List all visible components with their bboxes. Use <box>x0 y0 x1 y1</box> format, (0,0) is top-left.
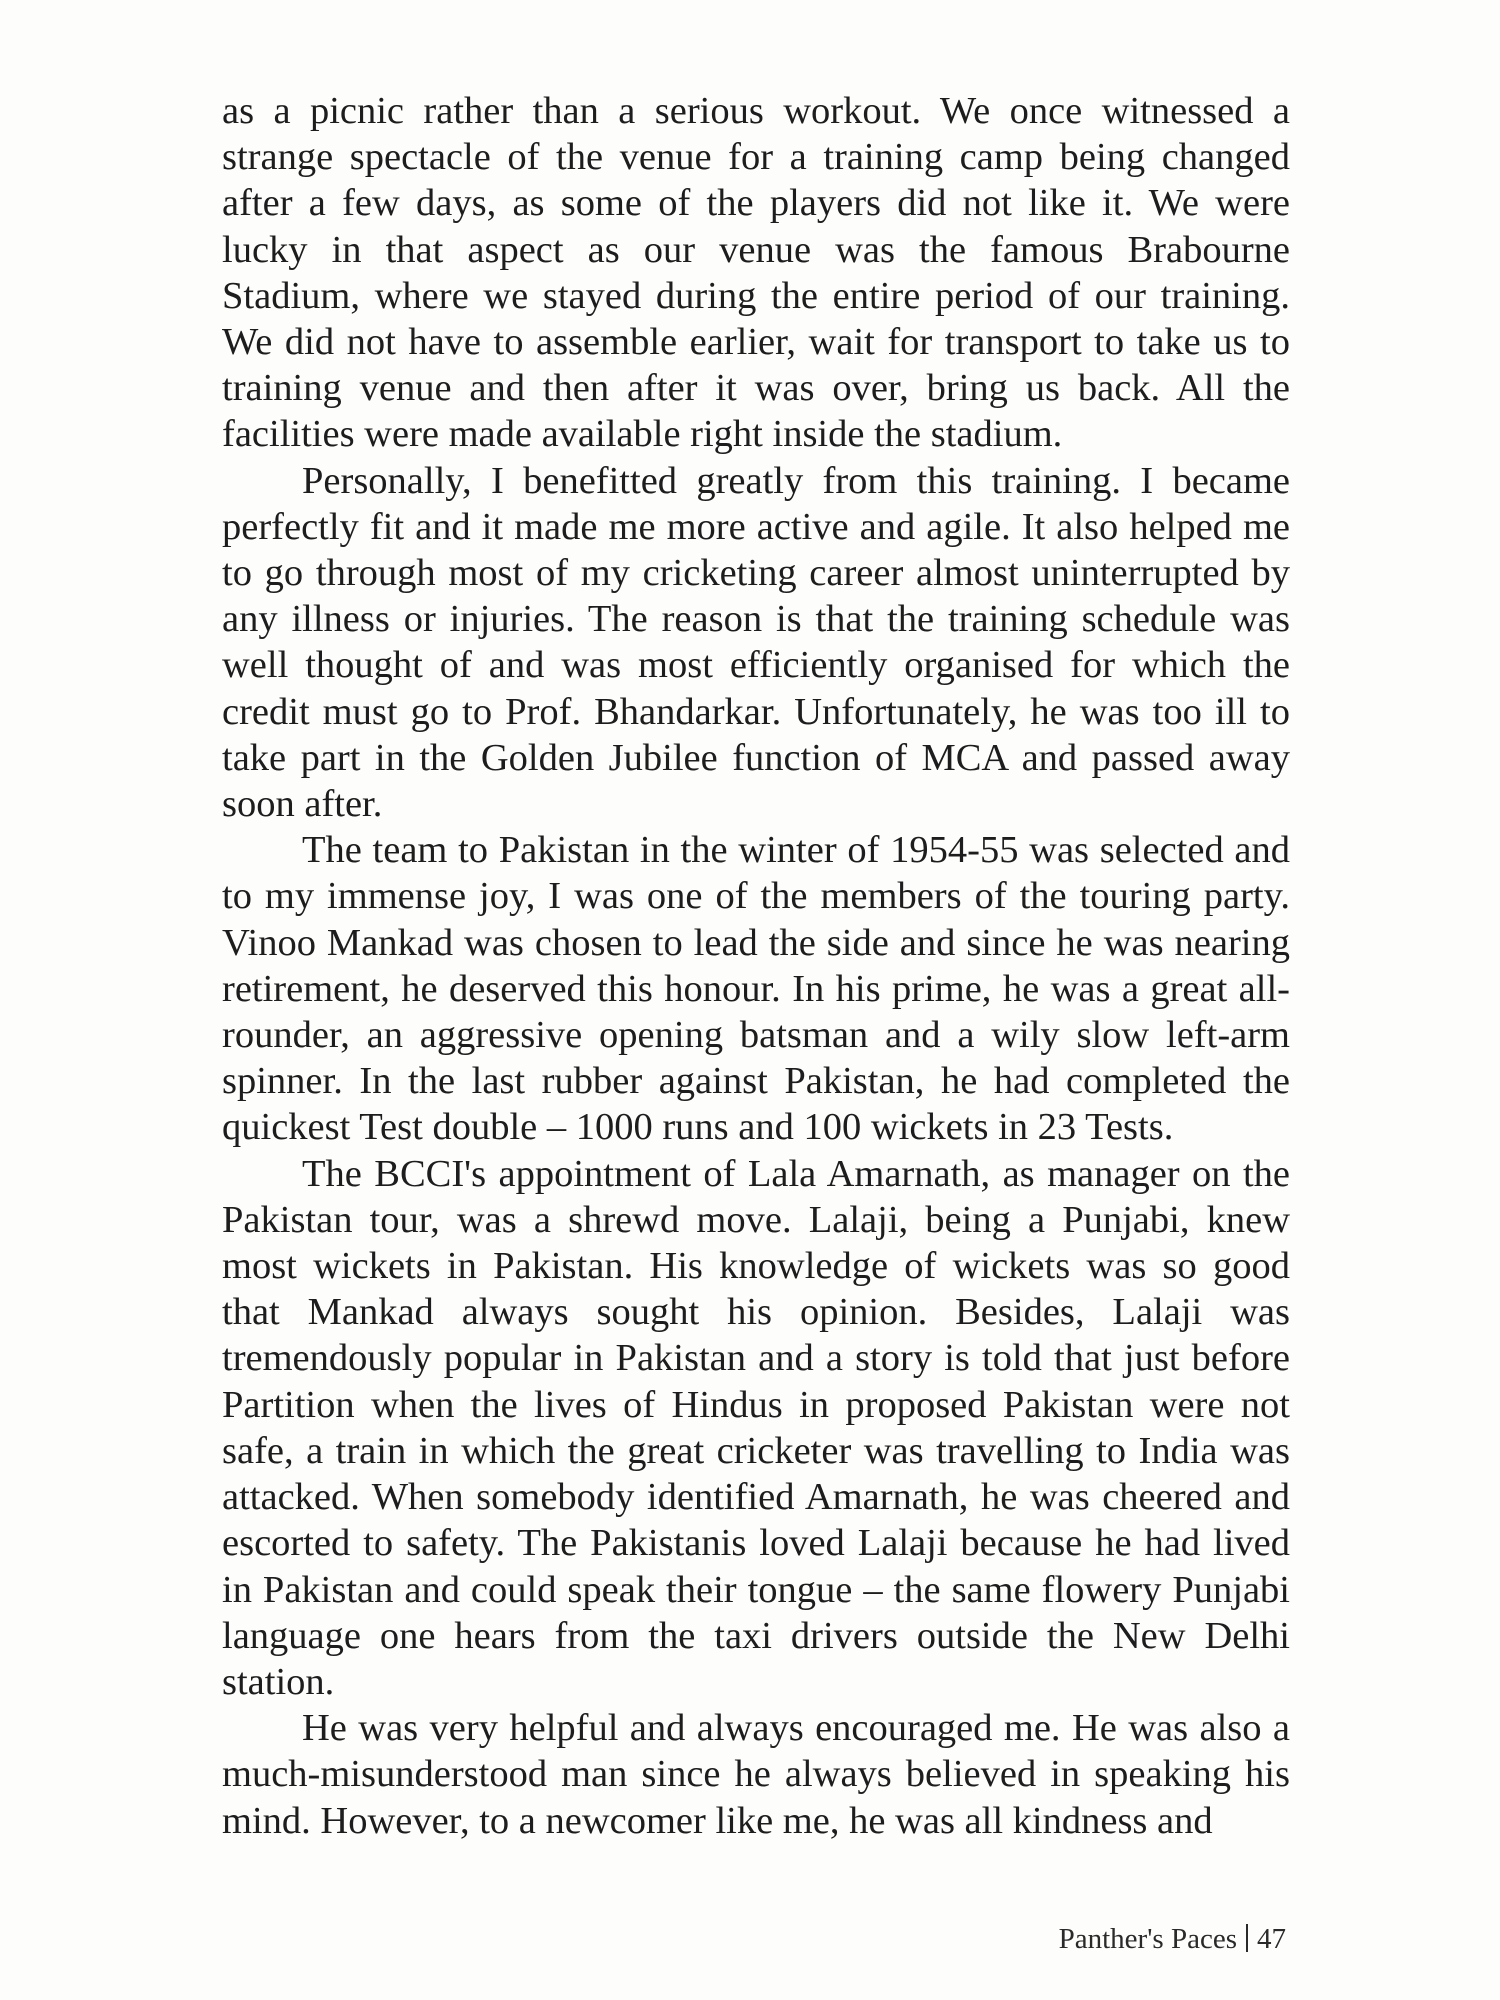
paragraph-lala-amarnath: The BCCI's appointment of Lala Amarnath, as manager on the Pakistan tour, was a shrewd move. Lalaji, being a Punjabi, knew most wickets in Pakistan. His knowledge of wickets was so good that Mankad always sought his opinion. Besides, Lalaji was tremendously popular in Pakistan and a story is told that just before Partition when the lives of Hindus in proposed Pakistan were not safe, a train in which the great cricketer was travelling to India was attacked. When somebody identified Amarnath, he was cheered and escorted to safety. The Pakistanis loved Lalaji because he had lived in Pakistan and could speak their tongue – the same flowery Punjabi language one hears from the taxi drivers outside the New Delhi station. <box>222 1152 1290 1703</box>
paragraph-helpful: He was very helpful and always encouraged me. He was also a much-misunderstood man since he always believed in speaking his mind. However, to a newcomer like me, he was all kindness and <box>222 1707 1290 1842</box>
page-footer <box>1059 1923 1286 1956</box>
paragraph-continued: as a picnic rather than a serious workout. We once witnessed a strange spectacle of the venue for a training camp being changed after a few days, as some of the players did not like it. We were lucky in that aspect as our venue was the famous Brabourne Stadium, where we stayed during the entire period of our training. We did not have to assemble earlier, wait for transport to take us to training venue and then after it was over, bring us back. All the facilities were made available right inside the stadium. <box>222 90 1290 456</box>
page-number: 47 <box>1257 1923 1286 1955</box>
footer-divider <box>1246 1924 1248 1952</box>
body-text <box>222 88 1290 1844</box>
paragraph-training: Personally, I benefitted greatly from this training. I became perfectly fit and it made me more active and agile. It also helped me to go through most of my cricketing career almost uninterrupted by any illness or injuries. The reason is that the training schedule was well thought of and was most efficiently organised for which the credit must go to Prof. Bhandarkar. Unfortunately, he was too ill to take part in the Golden Jubilee function of MCA and passed away soon after. <box>222 459 1290 826</box>
running-title: Panther's Paces <box>1058 1923 1237 1955</box>
paragraph-pakistan-team: The team to Pakistan in the winter of 1954-55 was selected and to my immense joy, I was one of the members of the touring party. Vinoo Mankad was chosen to lead the side and since he was nearing retirement, he deserved this honour. In his prime, he was a great all-rounder, an aggressive opening batsman and a wily slow left-arm spinner. In the last rubber against Pakistan, he had completed the quickest Test double – 1000 runs and 100 wickets in 23 Tests. <box>222 829 1290 1149</box>
